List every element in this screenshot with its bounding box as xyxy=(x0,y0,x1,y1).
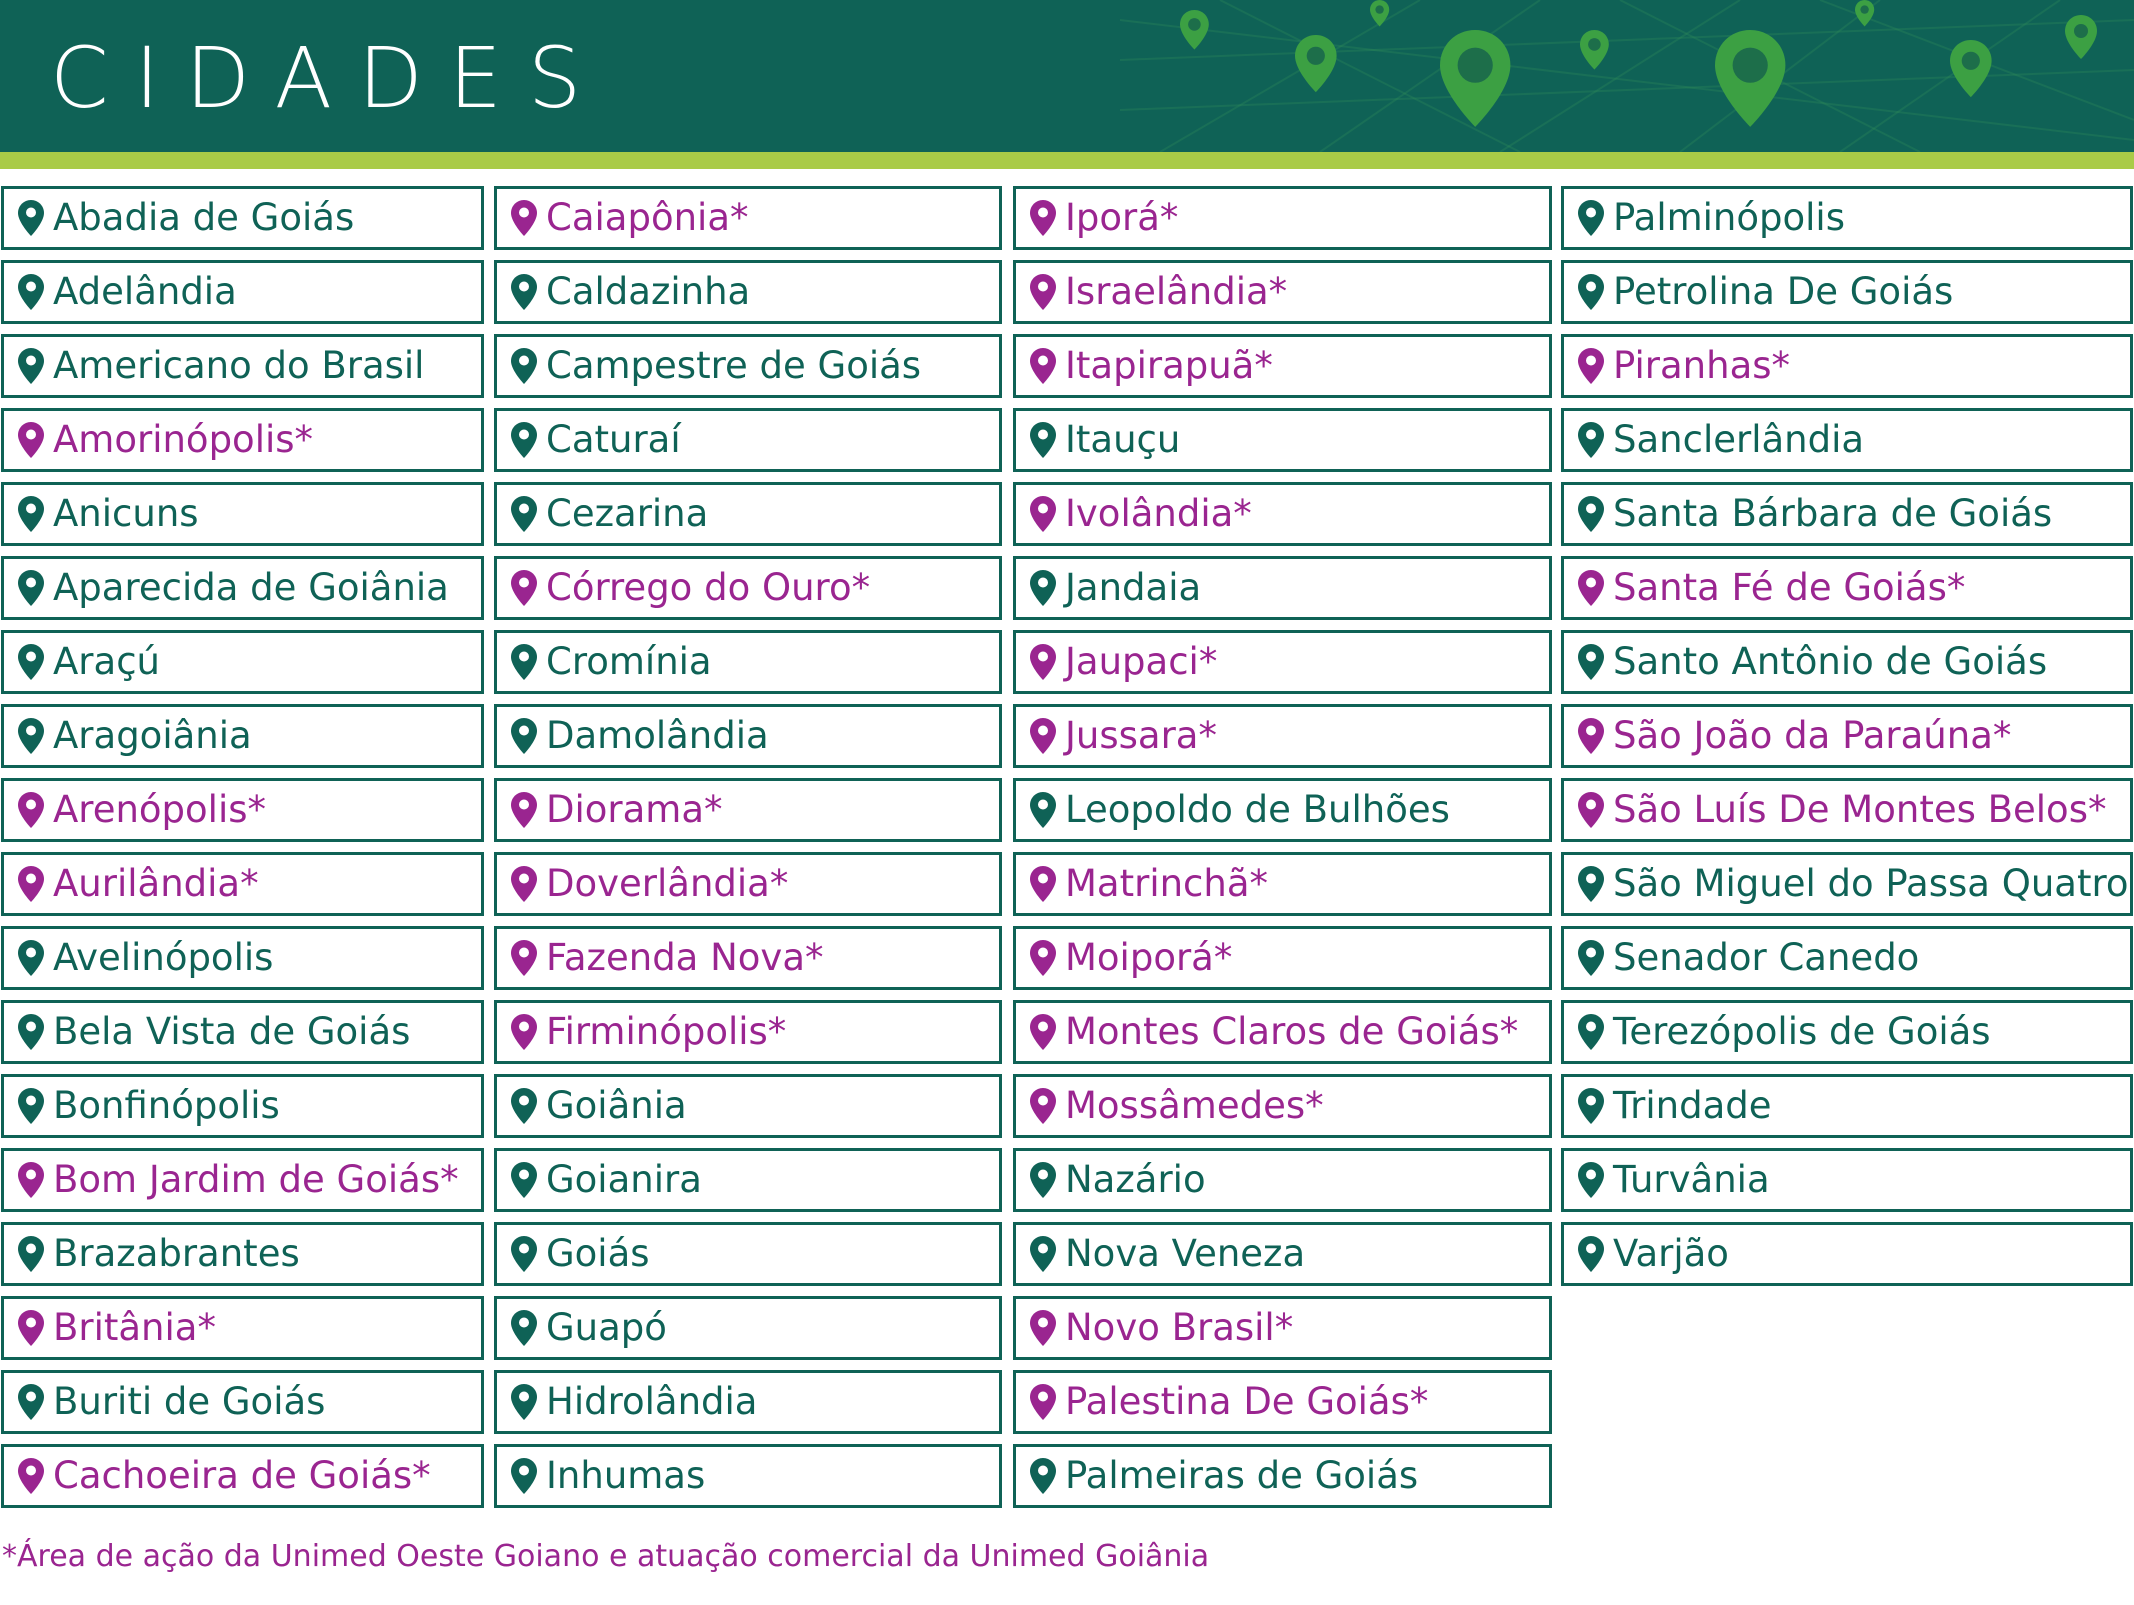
city-name: Goianira xyxy=(546,1158,702,1201)
city-name: Senador Canedo xyxy=(1613,936,1920,979)
city-item xyxy=(1,186,484,250)
city-name: Cromínia xyxy=(546,640,712,683)
city-item xyxy=(494,556,1002,620)
city-name: Goiás xyxy=(546,1232,650,1275)
map-pin-icon xyxy=(18,940,44,976)
city-item xyxy=(494,1296,1002,1360)
city-name: São Luís De Montes Belos* xyxy=(1613,788,2107,831)
map-pin-icon xyxy=(1578,570,1604,606)
city-item xyxy=(1013,408,1552,472)
city-item xyxy=(1013,1000,1552,1064)
city-name: Adelândia xyxy=(53,270,237,313)
city-name: Terezópolis de Goiás xyxy=(1613,1010,1991,1053)
city-item xyxy=(1,334,484,398)
city-name: Araçú xyxy=(53,640,160,683)
map-pin-icon xyxy=(18,1310,44,1346)
map-pin-icon xyxy=(1030,348,1056,384)
map-pin-icon xyxy=(1578,1236,1604,1272)
city-item xyxy=(494,334,1002,398)
city-name: Guapó xyxy=(546,1306,667,1349)
city-item xyxy=(1013,334,1552,398)
map-pin-icon xyxy=(1578,1088,1604,1124)
map-pin-icon xyxy=(18,570,44,606)
city-item xyxy=(494,778,1002,842)
city-item xyxy=(494,482,1002,546)
city-item xyxy=(1013,630,1552,694)
city-name: Goiânia xyxy=(546,1084,687,1127)
map-pin-icon xyxy=(511,200,537,236)
city-item xyxy=(1,778,484,842)
city-item xyxy=(1013,1222,1552,1286)
city-item xyxy=(1561,408,2133,472)
city-item xyxy=(494,852,1002,916)
city-item xyxy=(494,926,1002,990)
city-item xyxy=(494,260,1002,324)
city-item xyxy=(1013,778,1552,842)
city-name: Trindade xyxy=(1613,1084,1772,1127)
map-pin-icon xyxy=(511,792,537,828)
city-name: Leopoldo de Bulhões xyxy=(1065,788,1450,831)
map-pin-icon xyxy=(18,866,44,902)
city-item xyxy=(1,556,484,620)
city-item xyxy=(1,1074,484,1138)
city-name: Buriti de Goiás xyxy=(53,1380,326,1423)
map-pin-icon xyxy=(1030,1458,1056,1494)
city-name: Nazário xyxy=(1065,1158,1206,1201)
city-item xyxy=(1,1148,484,1212)
map-pin-icon xyxy=(2065,15,2097,59)
map-pin-icon xyxy=(511,718,537,754)
city-item xyxy=(1561,778,2133,842)
city-name: Sanclerlândia xyxy=(1613,418,1865,461)
map-pin-icon xyxy=(1855,0,1874,26)
map-pin-icon xyxy=(511,1236,537,1272)
city-item xyxy=(1,1296,484,1360)
city-item xyxy=(494,1222,1002,1286)
city-name: Campestre de Goiás xyxy=(546,344,922,387)
map-pin-icon xyxy=(1030,1384,1056,1420)
map-pin-icon xyxy=(511,274,537,310)
city-item xyxy=(1013,186,1552,250)
city-item xyxy=(1561,852,2133,916)
city-item xyxy=(1,1000,484,1064)
city-name: Varjão xyxy=(1613,1232,1729,1275)
map-pin-icon xyxy=(1030,570,1056,606)
city-name: Brazabrantes xyxy=(53,1232,300,1275)
city-name: Caiapônia* xyxy=(546,196,749,239)
footnote: *Área de ação da Unimed Oeste Goiano e atuação comercial da Unimed Goiânia xyxy=(2,1539,1210,1574)
city-item xyxy=(1,260,484,324)
city-name: Cachoeira de Goiás* xyxy=(53,1454,431,1497)
map-pin-icon xyxy=(18,422,44,458)
city-item xyxy=(1013,926,1552,990)
city-name: São João da Paraúna* xyxy=(1613,714,2012,757)
city-name: Palmeiras de Goiás xyxy=(1065,1454,1419,1497)
map-pin-icon xyxy=(1578,940,1604,976)
map-pin-icon xyxy=(511,570,537,606)
map-pin-icon xyxy=(511,1310,537,1346)
map-pin-icon xyxy=(1030,792,1056,828)
page-title: CIDADES xyxy=(50,29,608,127)
city-name: Bonfinópolis xyxy=(53,1084,280,1127)
map-pin-icon xyxy=(1030,644,1056,680)
city-name: Jandaia xyxy=(1065,566,1202,609)
city-name: Mossâmedes* xyxy=(1065,1084,1324,1127)
city-name: Turvânia xyxy=(1613,1158,1770,1201)
map-pin-icon xyxy=(1578,792,1604,828)
city-name: Bela Vista de Goiás xyxy=(53,1010,411,1053)
map-pin-icon xyxy=(511,1384,537,1420)
city-item xyxy=(494,1074,1002,1138)
city-name: Novo Brasil* xyxy=(1065,1306,1294,1349)
map-pin-icon xyxy=(511,1014,537,1050)
map-pin-icon xyxy=(1715,30,1785,127)
city-name: Damolândia xyxy=(546,714,769,757)
city-item xyxy=(494,186,1002,250)
map-pin-icon xyxy=(18,1088,44,1124)
map-pin-icon xyxy=(511,1088,537,1124)
city-name: Nova Veneza xyxy=(1065,1232,1306,1275)
city-name: Amorinópolis* xyxy=(53,418,314,461)
city-item xyxy=(1561,186,2133,250)
city-item xyxy=(1,704,484,768)
city-name: Arenópolis* xyxy=(53,788,267,831)
map-pin-icon xyxy=(18,496,44,532)
city-name: Montes Claros de Goiás* xyxy=(1065,1010,1519,1053)
city-column-2 xyxy=(494,186,1002,1518)
map-pin-icon xyxy=(511,422,537,458)
city-name: Piranhas* xyxy=(1613,344,1791,387)
map-pin-icon xyxy=(18,1384,44,1420)
city-item xyxy=(1,1370,484,1434)
city-name: Fazenda Nova* xyxy=(546,936,824,979)
map-pins-decoration xyxy=(1120,0,2134,152)
city-item xyxy=(1561,630,2133,694)
city-name: Santo Antônio de Goiás xyxy=(1613,640,2048,683)
city-name: Caturaí xyxy=(546,418,681,461)
city-name: Ivolândia* xyxy=(1065,492,1252,535)
city-item xyxy=(1561,926,2133,990)
map-pin-icon xyxy=(1578,496,1604,532)
city-item xyxy=(1,1222,484,1286)
city-name: Doverlândia* xyxy=(546,862,789,905)
city-name: Palminópolis xyxy=(1613,196,1845,239)
map-pin-icon xyxy=(18,644,44,680)
map-pin-icon xyxy=(1030,1088,1056,1124)
city-column-1 xyxy=(1,186,484,1518)
map-pin-icon xyxy=(18,1236,44,1272)
map-pin-icon xyxy=(1578,348,1604,384)
map-pin-icon xyxy=(1030,718,1056,754)
city-item xyxy=(1561,260,2133,324)
city-name: Moiporá* xyxy=(1065,936,1233,979)
map-pin-icon xyxy=(1030,940,1056,976)
map-pin-icon xyxy=(1578,274,1604,310)
city-item xyxy=(494,630,1002,694)
city-name: Itapirapuã* xyxy=(1065,344,1273,387)
map-pin-icon xyxy=(511,644,537,680)
city-name: Avelinópolis xyxy=(53,936,274,979)
city-name: Cezarina xyxy=(546,492,709,535)
map-pin-icon xyxy=(1950,40,1992,97)
city-name: Aragoiânia xyxy=(53,714,252,757)
city-item xyxy=(1,852,484,916)
city-name: Abadia de Goiás xyxy=(53,196,355,239)
map-pin-icon xyxy=(1180,10,1209,50)
map-pin-icon xyxy=(1030,1236,1056,1272)
city-item xyxy=(1,926,484,990)
city-name: Diorama* xyxy=(546,788,723,831)
city-item xyxy=(1013,260,1552,324)
city-item xyxy=(1561,556,2133,620)
city-item xyxy=(1,1444,484,1508)
city-name: Petrolina De Goiás xyxy=(1613,270,1954,313)
map-pin-icon xyxy=(18,348,44,384)
map-pin-icon xyxy=(18,1014,44,1050)
city-item xyxy=(1561,1000,2133,1064)
map-pin-icon xyxy=(1578,422,1604,458)
city-name: Britânia* xyxy=(53,1306,216,1349)
map-pin-icon xyxy=(511,348,537,384)
city-name: Palestina De Goiás* xyxy=(1065,1380,1429,1423)
city-name: Iporá* xyxy=(1065,196,1179,239)
map-pin-icon xyxy=(1578,1162,1604,1198)
map-pin-icon xyxy=(1030,1310,1056,1346)
map-pin-icon xyxy=(1295,35,1337,92)
city-name: Matrinchã* xyxy=(1065,862,1269,905)
map-pin-icon xyxy=(1578,718,1604,754)
map-pin-icon xyxy=(1578,200,1604,236)
map-pin-icon xyxy=(1030,866,1056,902)
city-item xyxy=(494,1444,1002,1508)
map-pin-icon xyxy=(18,792,44,828)
city-name: Anicuns xyxy=(53,492,199,535)
city-item xyxy=(1013,482,1552,546)
city-name: Aurilândia* xyxy=(53,862,259,905)
map-pin-icon xyxy=(1578,644,1604,680)
map-pin-icon xyxy=(1440,30,1510,127)
city-name: Caldazinha xyxy=(546,270,751,313)
city-item xyxy=(1561,1148,2133,1212)
city-item xyxy=(494,1000,1002,1064)
city-column-3 xyxy=(1013,186,1552,1518)
header-banner xyxy=(0,0,2134,152)
map-pin-icon xyxy=(1030,422,1056,458)
map-pin-icon xyxy=(1578,866,1604,902)
city-item xyxy=(1,630,484,694)
city-item xyxy=(1013,1074,1552,1138)
city-name: Santa Bárbara de Goiás xyxy=(1613,492,2053,535)
city-item xyxy=(494,704,1002,768)
city-item xyxy=(1013,1370,1552,1434)
map-pin-icon xyxy=(511,1162,537,1198)
city-name: Israelândia* xyxy=(1065,270,1288,313)
map-pin-icon xyxy=(511,866,537,902)
map-pin-icon xyxy=(511,1458,537,1494)
city-item xyxy=(1,408,484,472)
city-name: Bom Jardim de Goiás* xyxy=(53,1158,459,1201)
city-item xyxy=(1561,334,2133,398)
map-pin-icon xyxy=(1030,496,1056,532)
map-pin-icon xyxy=(1030,200,1056,236)
map-pin-icon xyxy=(18,200,44,236)
city-name: São Miguel do Passa Quatro xyxy=(1613,862,2129,905)
city-item xyxy=(1013,1444,1552,1508)
map-pin-icon xyxy=(1030,274,1056,310)
city-name: Jussara* xyxy=(1065,714,1217,757)
city-item xyxy=(1013,556,1552,620)
city-item xyxy=(1561,704,2133,768)
city-item xyxy=(1,482,484,546)
city-name: Americano do Brasil xyxy=(53,344,425,387)
map-pin-icon xyxy=(1030,1014,1056,1050)
map-pin-icon xyxy=(18,718,44,754)
map-pin-icon xyxy=(1578,1014,1604,1050)
city-name: Itauçu xyxy=(1065,418,1181,461)
city-item xyxy=(1013,1296,1552,1360)
city-name: Inhumas xyxy=(546,1454,706,1497)
map-pin-icon xyxy=(1370,0,1389,26)
city-column-4 xyxy=(1561,186,2133,1296)
city-item xyxy=(494,408,1002,472)
header-accent-stripe xyxy=(0,152,2134,169)
city-name: Santa Fé de Goiás* xyxy=(1613,566,1966,609)
city-item xyxy=(1561,1074,2133,1138)
city-item xyxy=(494,1370,1002,1434)
map-pin-icon xyxy=(1580,30,1609,70)
map-pin-icon xyxy=(18,1458,44,1494)
city-name: Jaupaci* xyxy=(1065,640,1218,683)
city-item xyxy=(1561,482,2133,546)
city-name: Firminópolis* xyxy=(546,1010,787,1053)
map-pin-icon xyxy=(511,940,537,976)
map-pin-icon xyxy=(18,1162,44,1198)
city-name: Córrego do Ouro* xyxy=(546,566,871,609)
city-name: Aparecida de Goiânia xyxy=(53,566,449,609)
map-pin-icon xyxy=(511,496,537,532)
map-pin-icon xyxy=(1030,1162,1056,1198)
city-item xyxy=(494,1148,1002,1212)
city-item xyxy=(1013,1148,1552,1212)
city-item xyxy=(1013,704,1552,768)
city-item xyxy=(1561,1222,2133,1286)
city-name: Hidrolândia xyxy=(546,1380,758,1423)
map-pin-icon xyxy=(18,274,44,310)
city-item xyxy=(1013,852,1552,916)
